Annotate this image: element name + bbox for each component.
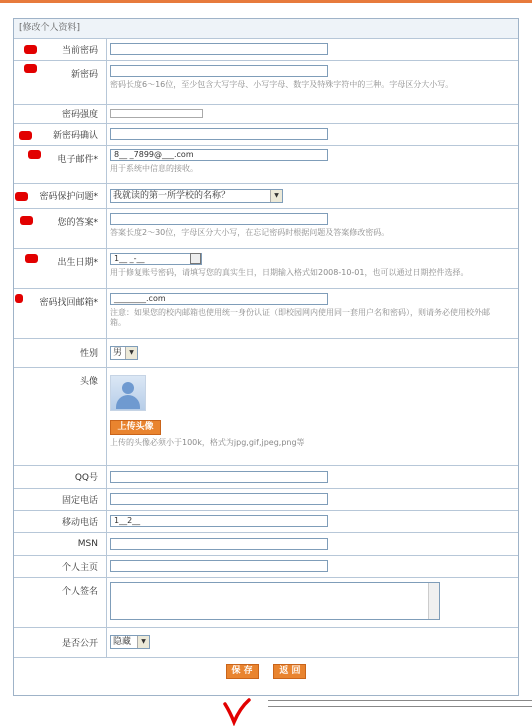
row-landline — [14, 488, 518, 510]
upload-avatar-button[interactable]: 上传头像 — [110, 420, 161, 435]
avatar-hint: 上传的头像必须小于100k，格式为jpg,gif,jpeg,png等 — [110, 437, 305, 447]
label-public: 是否公开 — [61, 638, 98, 649]
recovery-email-value: ________.com — [111, 294, 166, 303]
new-password-hint: 密码长度6～16位，至少包含大写字母、小写字母、数字及特殊字符中的三种。字母区分大小写。 — [110, 79, 454, 89]
birthday-input[interactable] — [110, 253, 202, 265]
row-new-password — [14, 60, 518, 104]
panel-title: [修改个人资料] — [14, 19, 518, 39]
public-select[interactable] — [110, 635, 150, 649]
recovery-email-input[interactable] — [110, 293, 328, 305]
row-password-strength — [14, 104, 518, 123]
form-actions — [14, 658, 518, 679]
label-security-question: 密码保护问题* — [39, 192, 98, 202]
label-signature: 个人签名 — [61, 586, 98, 597]
redaction-mark — [15, 294, 23, 303]
answer-hint: 答案长度2～30位，字母区分大小写，在忘记密码时根据问题及答案修改密码。 — [110, 227, 390, 237]
chevron-down-icon[interactable]: ▼ — [270, 190, 282, 202]
row-qq — [14, 465, 518, 488]
gender-value: 男 — [113, 347, 123, 358]
row-signature — [14, 577, 518, 627]
new-password-input[interactable] — [110, 65, 328, 77]
row-email — [14, 145, 518, 183]
current-password-input[interactable] — [110, 43, 328, 55]
mobile-input[interactable] — [110, 515, 328, 527]
label-gender: 性别 — [79, 349, 98, 359]
avatar-image — [110, 375, 146, 411]
label-password-strength: 密码强度 — [61, 110, 98, 120]
label-avatar: 头像 — [79, 376, 98, 387]
top-accent-bar — [0, 0, 532, 3]
label-mobile: 移动电话 — [61, 517, 98, 528]
password-strength-meter — [110, 109, 203, 118]
chevron-down-icon[interactable]: ▼ — [137, 636, 149, 648]
calendar-icon[interactable] — [190, 253, 201, 264]
security-question-value: 我就读的第一所学校的名称？ — [113, 190, 231, 201]
row-answer — [14, 208, 518, 248]
checkmark-annotation-icon — [222, 698, 252, 726]
row-confirm-password — [14, 123, 518, 145]
redaction-mark — [19, 131, 32, 140]
redaction-mark — [15, 192, 28, 201]
security-question-select[interactable] — [110, 189, 283, 203]
edit-profile-panel — [13, 18, 519, 696]
signature-textarea[interactable] — [110, 582, 440, 620]
email-value: 8__ _7899@___.com — [111, 150, 194, 159]
redaction-mark — [24, 45, 37, 54]
back-button[interactable]: 返 回 — [273, 664, 306, 679]
chevron-down-icon[interactable]: ▼ — [125, 347, 137, 359]
redaction-mark — [20, 216, 33, 225]
redaction-mark — [24, 64, 37, 73]
label-recovery-email: 密码找回邮箱* — [39, 297, 98, 308]
label-landline: 固定电话 — [61, 495, 98, 506]
label-birthday: 出生日期* — [57, 257, 98, 268]
row-security-question — [14, 183, 518, 208]
public-value: 隐藏 — [113, 637, 132, 647]
label-answer: 您的答案* — [57, 217, 98, 228]
row-current-password — [14, 39, 518, 60]
scrollbar[interactable] — [428, 583, 439, 619]
confirm-password-input[interactable] — [110, 128, 328, 140]
mobile-value: 1__2__ — [111, 516, 140, 525]
label-confirm-password: 新密码确认 — [52, 130, 98, 141]
label-current-password: 当前密码 — [61, 45, 98, 56]
answer-input[interactable] — [110, 213, 328, 225]
recovery-email-hint: 注意：如果您的校内邮箱也使用统一身份认证（即校园网内使用同一套用户名和密码），则请务必使用校外邮箱。 — [110, 307, 490, 327]
qq-input[interactable] — [110, 471, 328, 483]
birthday-hint: 用于修复账号密码，请填写您的真实生日，日期输入格式如2008-10-01，也可以通过日期控件选择。 — [110, 267, 469, 277]
label-email: 电子邮件* — [57, 154, 98, 165]
row-mobile — [14, 510, 518, 532]
msn-input[interactable] — [110, 538, 328, 550]
homepage-input[interactable] — [110, 560, 328, 572]
row-gender — [14, 338, 518, 367]
row-msn — [14, 532, 518, 555]
gender-select[interactable] — [110, 346, 138, 360]
landline-input[interactable] — [110, 493, 328, 505]
email-input[interactable] — [110, 149, 328, 161]
bottom-divider — [268, 700, 532, 707]
row-homepage — [14, 555, 518, 577]
row-recovery-email — [14, 288, 518, 338]
label-qq: QQ号 — [74, 473, 98, 483]
label-new-password: 新密码 — [70, 69, 98, 80]
label-msn: MSN — [77, 538, 98, 549]
birthday-value: 1__ _-__ — [111, 254, 145, 263]
row-public — [14, 627, 518, 657]
redaction-mark — [28, 150, 41, 159]
label-homepage: 个人主页 — [61, 562, 98, 573]
save-button[interactable]: 保 存 — [226, 664, 259, 679]
redaction-mark — [25, 254, 38, 263]
profile-form — [14, 39, 518, 658]
email-hint: 用于系统中信息的接收。 — [110, 163, 198, 173]
row-avatar — [14, 367, 518, 465]
row-birthday — [14, 248, 518, 288]
